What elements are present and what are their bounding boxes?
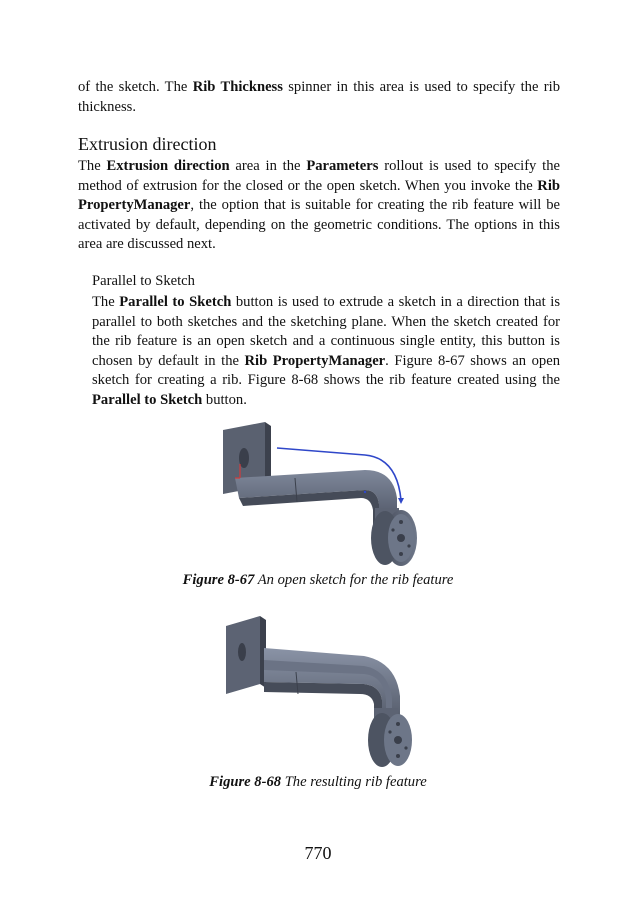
figure-label: Figure 8-68 [209,774,282,790]
boss-bolt-hole [396,754,400,758]
bold-term: Extrusion direction [106,158,230,174]
boss-center-hole [394,736,402,744]
boss-bolt-hole [388,730,391,733]
text-run: The [92,294,120,310]
boss-bolt-hole [404,746,407,749]
text-run: rollout is used to specify the method of extrusion for the closed or the open sketch. When you invoke the [78,158,560,194]
bold-term: Rib PropertyManager [244,352,386,369]
figure-8-68-image [224,612,414,770]
text-run: area in the [229,158,307,174]
plate-hole [238,643,246,661]
boss-bolt-hole [399,552,403,556]
intro-paragraph [78,78,560,117]
sketch-arrow [398,498,404,504]
subsection-paragraph [92,293,560,411]
bold-term: Parallel to Sketch [119,294,232,310]
section-paragraph [78,157,560,255]
bold-term: Rib PropertyManager [78,177,560,214]
boss-bolt-hole [391,528,394,531]
bold-term: Parameters [306,158,379,174]
figure-8-67-image [215,418,420,568]
text-run: spinner in this area is used to specify the rib thickness. [78,79,560,115]
section-heading: Extrusion direction [78,134,217,154]
sketch-point [364,491,366,493]
figure-8-68-caption [0,774,636,791]
caption-text: An open sketch for the rib feature [254,572,454,588]
subsection-heading: Parallel to Sketch [92,273,195,289]
boss-bolt-hole [407,544,410,547]
caption-text: The resulting rib feature [281,774,427,790]
text-run: of the sketch. The [78,79,193,95]
figure-8-67-caption [0,572,636,589]
boss-bolt-hole [396,722,400,726]
text-run: . Figure 8-67 shows an open sketch for creating a rib. Figure 8-68 shows the rib feature created using the [92,352,560,389]
figure-label: Figure 8-67 [182,572,255,588]
bold-term: Rib Thickness [192,79,283,95]
boss-bolt-hole [399,520,403,524]
page-number: 770 [304,843,332,863]
text-run: button is used to extrude a sketch in a direction that is parallel to both sketches and the sketching plane. When the sketch created for the rib feature is an open sketch and a continuous single entity, this button is chosen by default in the [92,294,561,369]
bold-term: Parallel to Sketch [92,391,203,408]
boss-center-hole [397,534,405,542]
text-run: The [78,158,107,174]
text-run: button. [202,391,247,408]
text-run: , the option that is suitable for creating the rib feature will be activated by default, depending on the geometric conditions. The options in this area are discussed next. [78,197,560,253]
arm-lower-face [264,682,382,724]
